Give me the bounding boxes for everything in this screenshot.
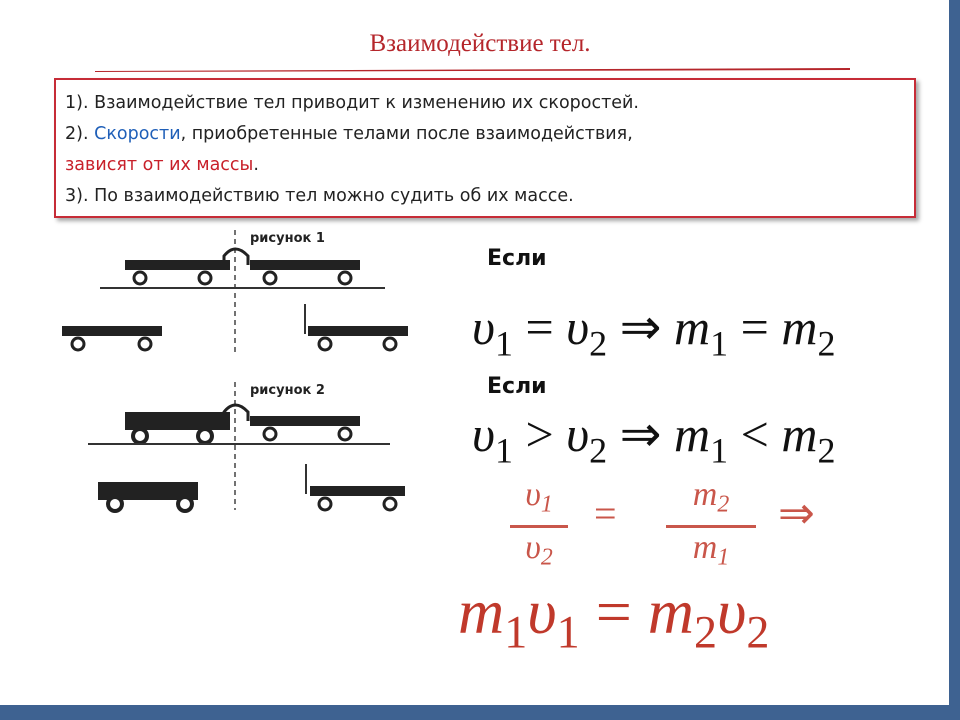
case-1-label: Если: [487, 246, 547, 271]
statements-box: [54, 78, 916, 218]
case-2-label: Если: [487, 374, 547, 399]
figure-2-carts: [60, 374, 410, 514]
statement-2-cont: зависят от их массы.: [65, 155, 259, 175]
title-underline: [95, 68, 850, 72]
ratio-velocities: $\upsilon_1$ $\upsilon_2$: [510, 478, 568, 574]
statement-3: 3). По взаимодействию тел можно судить об их массе.: [65, 186, 574, 206]
ratio-equals: =: [594, 491, 617, 536]
ratio-implies: ⇒: [778, 489, 815, 538]
formula-equal-velocities: $\upsilon_1 = \upsilon_2$ ⇒ $m_1 = m_2$: [472, 299, 836, 364]
statement-2: 2). Скорости, приобретенные телами после взаимодействия,: [65, 124, 633, 144]
figure-1-label: рисунок 1: [250, 231, 325, 246]
ratio-masses: $m_2$ $m_1$: [666, 478, 756, 574]
momentum-conservation-formula: $m_1\upsilon_1 = m_2\upsilon_2$: [458, 576, 770, 658]
highlight-velocities: Скорости: [94, 124, 181, 144]
slide-title: Взаимодействие тел.: [369, 30, 591, 57]
formula-greater-velocity: $\upsilon_1 > \upsilon_2$ ⇒ $m_1 < m_2$: [472, 406, 836, 471]
highlight-depends-on-mass: зависят от их массы: [65, 155, 254, 175]
figure-1-carts: [60, 222, 410, 356]
statement-1: 1). Взаимодействие тел приводит к изменению их скоростей.: [65, 93, 639, 113]
figure-2-label: рисунок 2: [250, 383, 325, 398]
